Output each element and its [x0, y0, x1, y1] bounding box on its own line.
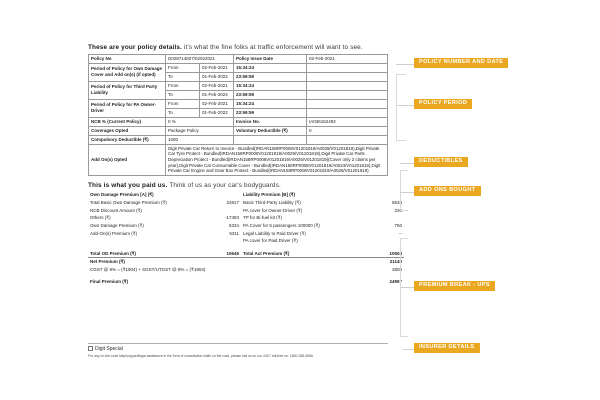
premium-heading-bold: This is what you paid us.: [88, 182, 168, 189]
leader-insurer: [403, 349, 414, 350]
tp-row-value-5: [357, 237, 404, 245]
tp-row-value-3: 750: [394, 222, 402, 228]
gst-label: CGST @ 9% = (₹1904) + SGST/UTGST @ 9% = (₹1904): [90, 266, 206, 272]
pa-to-label: To: [166, 108, 200, 117]
tp-row-label-3: PA Cover for 5 passengers 100000 (₹): [243, 222, 320, 228]
od-row-label-blank: [88, 237, 197, 245]
compulsory-deductible-blank-label: [234, 135, 307, 144]
invoice-no-value: IA036162492: [307, 117, 388, 126]
pa-from-label: From: [166, 99, 200, 108]
total-act-label: Total Act Premium (₹): [243, 250, 290, 256]
period-tp-label: Period of Policy for Third Party Liability: [89, 81, 166, 99]
gst-spacer: [241, 266, 357, 274]
liability-group-value: [357, 192, 404, 200]
od-to-label: To: [166, 72, 200, 81]
tp-row-value-2: [357, 214, 404, 222]
policy-details-heading-thin: it's what the fine folks at traffic enforcement will want to see.: [183, 44, 363, 51]
coverages-value: Package Policy: [166, 126, 234, 135]
leader-deductibles: [400, 163, 414, 164]
policy-details-heading-bold: These are your policy details.: [88, 44, 183, 51]
tp-to-time: 23:59:59: [234, 90, 307, 99]
od-row-value-0: 22817: [226, 200, 239, 206]
od-to-time: 23:59:59: [234, 72, 307, 81]
table-row-premium-2: [88, 207, 404, 215]
table-row-premium-3: [88, 214, 404, 222]
liability-group-label: Liability Premium [B] (₹): [243, 192, 296, 198]
annotation-policy-period: POLICY PERIOD: [414, 99, 472, 109]
od-row-value-1: [197, 207, 241, 215]
policy-document: [88, 44, 402, 286]
tp-row-label-4: Legal Liability to Paid Driver (₹): [243, 230, 306, 236]
period-od-label: Period of Policy for Own Damage Cover and Add on(s) (if opted): [89, 63, 166, 81]
footer-digit-special: [88, 343, 388, 358]
od-to-date: 01-Feb-2022: [200, 72, 234, 81]
ncb-value: 0 %: [166, 117, 234, 126]
pa-to-time: 23:59:59: [234, 108, 307, 117]
voluntary-deductible-label: Voluntary Deductible (₹): [234, 126, 307, 135]
policy-issue-date-value: 02-Feb-2021: [307, 54, 388, 63]
total-od-label: Total OD Premium (₹): [90, 250, 137, 256]
od-row-value-blank: [197, 237, 241, 245]
leader-addons: [400, 192, 414, 193]
pa-from-blank: [307, 99, 388, 108]
pa-to-blank: [307, 108, 388, 117]
table-row-net-premium: [88, 258, 404, 266]
table-row-od-period-from: [89, 63, 388, 72]
voluntary-deductible-value: 0: [307, 126, 388, 135]
od-row-value-2: -17483: [224, 215, 239, 221]
table-row-premium-5: [88, 230, 404, 238]
table-row-totals: [88, 250, 404, 258]
table-row-addons: [89, 144, 388, 176]
policy-details-heading: [88, 44, 388, 51]
addons-value: Digit Private Car Return to Invoice - Bundled(IRDAN158RP0008V01201819/A0029/V01201819),Digit Private Car Tyre Protect - Bundled(IRDAN158RP0008V01201819/A0029/V01201819),Digit Private Car Parts Depreciation Protect - Bundled(IRDAN158RP0008V01201819/A0025/V01201819)(Cover only 2 claims per year),Digit Private Car Consumable Cover - Bundled(IRDAN158RP0008V01201819/A0024/V01201819),Digit Private Car Engine and Gear Box Protect - Bundled(IRDAN158RP0008V01201819/A0026/V01201819): [166, 144, 388, 176]
tp-from-time: 15:34:24: [234, 81, 307, 90]
od-to-blank: [307, 72, 388, 81]
pa-from-date: 02-Feb-2021: [200, 99, 234, 108]
brace-addons-top: [400, 170, 408, 171]
annotation-insurer-details: INSURER DETAILS: [414, 343, 480, 353]
policy-no-label: Policy No: [89, 54, 166, 63]
table-row-final-premium: [88, 278, 404, 286]
ncb-label: NCB % (Current Policy): [89, 117, 166, 126]
premium-heading: [88, 182, 388, 189]
brace-addons: [400, 170, 401, 210]
pa-to-date: 01-Feb-2022: [200, 108, 234, 117]
od-row-value-3: 5334: [228, 222, 239, 228]
tp-from-blank: [307, 81, 388, 90]
footer-title: Digit Special: [95, 346, 123, 352]
tp-row-value-1: 220: [394, 207, 402, 213]
invoice-no-label: Invoice No.: [234, 117, 307, 126]
annotation-deductibles: DEDUCTIBLES: [414, 157, 468, 167]
table-row-pa-period-from: [89, 99, 388, 108]
od-row-label-0: Total Basic Own Damage Premium (₹): [90, 200, 167, 206]
footer-title-row: [88, 346, 388, 352]
net-premium-value: 21149: [357, 258, 404, 266]
leader-policy-number: [396, 64, 414, 65]
od-from-label: From: [166, 63, 200, 72]
addons-label: Add On(s) Opted: [89, 144, 166, 176]
od-from-time: 15:34:24: [234, 63, 307, 72]
premium-heading-thin: Think of us as your car's bodyguards.: [169, 182, 281, 189]
od-row-label-2: Others (₹): [90, 215, 111, 221]
tp-row-value-4: --: [399, 230, 402, 236]
brace-policy-period-top: [396, 74, 406, 75]
coverages-label: Coverages Opted: [89, 126, 166, 135]
tp-row-value-0: 9534: [391, 200, 402, 206]
od-row-label-3: Own Damage Premium (₹): [90, 222, 144, 228]
brace-policy-period-bottom: [396, 140, 406, 141]
final-premium-spacer: [241, 278, 357, 286]
net-premium-label: Net Premium (₹): [88, 258, 241, 266]
tp-to-label: To: [166, 90, 200, 99]
table-row-ncb: [89, 117, 388, 126]
tp-row-label-2: TP for Bi-fuel kit (₹): [243, 215, 283, 221]
final-premium-value: 24957: [389, 279, 402, 285]
table-row-gst: [88, 266, 404, 274]
tp-from-label: From: [166, 81, 200, 90]
final-premium-label: Final Premium (₹): [90, 279, 129, 285]
compulsory-deductible-blank-value: [307, 135, 388, 144]
compulsory-deductible-label: Compulsory Deductible (₹): [89, 135, 166, 144]
od-from-date: 02-Feb-2021: [200, 63, 234, 72]
gst-value: 3808: [391, 266, 402, 272]
table-row-compulsory-deductible: [89, 135, 388, 144]
annotation-policy-number-and-date: POLICY NUMBER AND DATE: [414, 58, 508, 68]
tp-from-date: 02-Feb-2021: [200, 81, 234, 90]
od-row-label-1: NCB Discount Amount (₹): [90, 207, 142, 213]
table-row-premium-6: [88, 237, 404, 245]
table-row-group-headers: [88, 192, 404, 200]
period-pa-label: Period of Policy for PA Owner-Driver: [89, 99, 166, 117]
brace-premium-top: [400, 238, 408, 239]
brace-premium-bottom: [400, 336, 408, 337]
table-row-policy-no: [89, 54, 388, 63]
table-row-coverages: [89, 126, 388, 135]
policy-details-table: [88, 54, 388, 177]
annotation-premium-break-ups: PREMIUM BREAK - UPS: [414, 281, 495, 291]
total-od-value: 10645: [226, 250, 239, 256]
table-row-premium-1: [88, 199, 404, 207]
od-row-label-4: Add-On(s) Premium (₹): [90, 230, 138, 236]
net-premium-spacer: [241, 258, 357, 266]
od-from-blank: [307, 63, 388, 72]
leader-policy-period: [396, 105, 414, 106]
tp-row-label-0: Basic Third-Party Liability (₹): [243, 200, 301, 206]
bullet-icon: [88, 346, 93, 351]
brace-policy-period: [396, 74, 397, 140]
brace-addons-bottom: [400, 210, 408, 211]
own-damage-group-value: [197, 192, 241, 200]
pa-from-time: 15:34:24: [234, 99, 307, 108]
premium-breakup-table: [88, 192, 404, 286]
table-row-premium-4: [88, 222, 404, 230]
annotation-add-ons-bought: ADD ONS BOUGHT: [414, 186, 481, 196]
footer-text: For any on-the-road help/support/legal assistance in the form of consultation while on the road, please call us on our 24X7 toll-free no. 1800-258-5956.: [88, 353, 314, 358]
total-act-value: 10504: [389, 250, 402, 256]
tp-to-date: 01-Feb-2024: [200, 90, 234, 99]
od-row-value-4: 5311: [229, 230, 239, 236]
leader-premium: [400, 287, 414, 288]
policy-no-value: D028714827/02022021: [166, 54, 234, 63]
table-row-tp-period-from: [89, 81, 388, 90]
compulsory-deductible-value: 1000: [166, 135, 234, 144]
tp-row-label-5: PA cover for Paid Driver (₹): [243, 238, 298, 244]
own-damage-group-label: Own Damage Premium [A] (₹): [90, 192, 154, 198]
policy-issue-date-label: Policy Issue Date: [234, 54, 307, 63]
tp-row-label-1: PA cover for Owner-Driver (₹): [243, 207, 303, 213]
tp-to-blank: [307, 90, 388, 99]
